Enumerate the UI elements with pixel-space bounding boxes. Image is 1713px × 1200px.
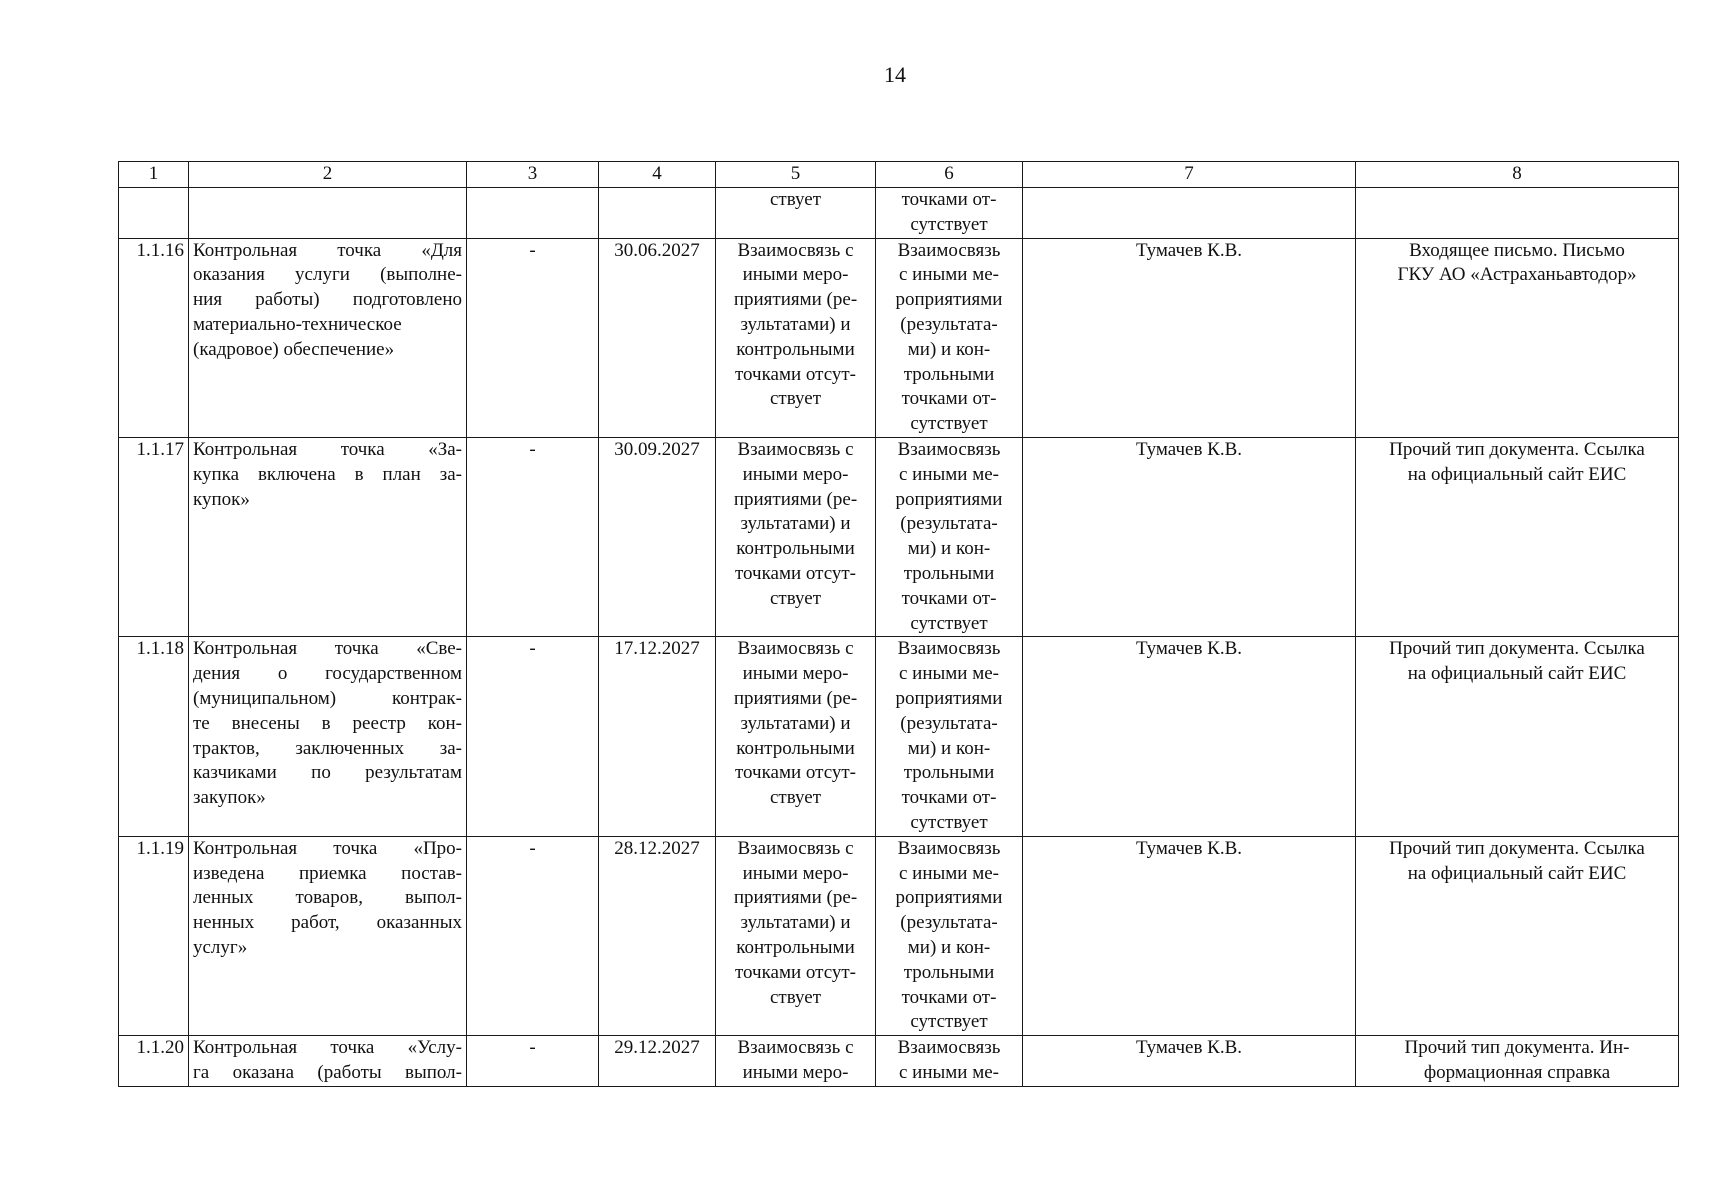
name-line: трактов, заключенных за- [193,737,462,759]
name-line: Контрольная точка «Для [193,239,462,261]
relation-cell: ствует [716,188,876,239]
date-cell: 29.12.2027 [599,1036,716,1087]
control-point-name-cell [189,437,467,636]
name-line: дения о государственном [193,663,462,685]
date-cell: 30.09.2027 [599,437,716,636]
control-point-name-cell [189,188,467,239]
responsible-cell: Тумачев К.В. [1023,1036,1356,1087]
column-header: 3 [467,162,599,188]
document-cell: Прочий тип документа. Ссылка на официальный сайт ЕИС [1356,437,1679,636]
column-header: 1 [119,162,189,188]
relation-cell: Взаимосвязь с иными меро- приятиями (ре- зультатами) и контрольными точками отсут- ствует [716,637,876,836]
table-row-continuation [119,188,1679,239]
column-header: 2 [189,162,467,188]
relation-cell: Взаимосвязь с иными меро- приятиями (ре- зультатами) и контрольными точками отсут- ствует [716,238,876,437]
document-cell: Входящее письмо. Письмо ГКУ АО «Астраханьавтодор» [1356,238,1679,437]
control-point-name-cell [189,238,467,437]
table-row [119,238,1679,437]
column-header: 4 [599,162,716,188]
row-number-cell: 1.1.18 [119,637,189,836]
date-cell: 17.12.2027 [599,637,716,836]
name-line: (кадровое) обеспечение» [193,338,395,360]
control-point-name-cell [189,836,467,1035]
table-row [119,637,1679,836]
column-header: 6 [876,162,1023,188]
control-point-name-cell [189,1036,467,1087]
table-row [119,1036,1679,1087]
relation-cell: Взаимосвязь с иными ме- [876,1036,1023,1087]
relation-cell: Взаимосвязь с иными ме- роприятиями (результата- ми) и кон- трольными точками от- сутствует [876,437,1023,636]
responsible-cell: Тумачев К.В. [1023,238,1356,437]
name-line: ния работы) подготовлено [193,289,462,311]
page-number: 14 [884,62,906,87]
name-line: те внесены в реестр кон- [193,712,462,734]
row-number-cell [119,188,189,239]
column-header: 7 [1023,162,1356,188]
name-line: купок» [193,488,250,510]
name-line: Контрольная точка «Про- [193,837,462,859]
relation-cell: Взаимосвязь с иными ме- роприятиями (результата- ми) и кон- трольными точками от- сутствует [876,238,1023,437]
name-line: закупок» [193,787,266,809]
responsible-cell [1023,188,1356,239]
date-cell: 28.12.2027 [599,836,716,1035]
name-line: га оказана (работы выпол- [193,1061,462,1083]
name-line: ленных товаров, выпол- [193,887,462,909]
column-number-row [119,162,1679,188]
row-number-cell: 1.1.17 [119,437,189,636]
row-number-cell: 1.1.20 [119,1036,189,1087]
control-point-name-cell [189,637,467,836]
table-row [119,836,1679,1035]
name-line: услуг» [193,936,248,958]
document-cell [1356,188,1679,239]
column-3-cell: - [467,637,599,836]
name-line: изведена приемка постав- [193,862,462,884]
column-3-cell: - [467,238,599,437]
relation-cell: Взаимосвязь с иными ме- роприятиями (результата- ми) и кон- трольными точками от- сутствует [876,637,1023,836]
responsible-cell: Тумачев К.В. [1023,637,1356,836]
column-header: 5 [716,162,876,188]
column-3-cell: - [467,836,599,1035]
date-cell: 30.06.2027 [599,238,716,437]
relation-cell: Взаимосвязь с иными ме- роприятиями (результата- ми) и кон- трольными точками от- сутствует [876,836,1023,1035]
document-cell: Прочий тип документа. Ин- формационная справка [1356,1036,1679,1087]
document-cell: Прочий тип документа. Ссылка на официальный сайт ЕИС [1356,637,1679,836]
row-number-cell: 1.1.16 [119,238,189,437]
responsible-cell: Тумачев К.В. [1023,836,1356,1035]
name-line: ненных работ, оказанных [193,912,462,934]
name-line: Контрольная точка «Услу- [193,1037,462,1059]
name-line: казчиками по результатам [193,762,462,784]
responsible-cell: Тумачев К.В. [1023,437,1356,636]
control-points-table [118,161,1679,1087]
column-3-cell: - [467,1036,599,1087]
name-line: материально-техническое [193,313,402,335]
column-3-cell: - [467,437,599,636]
row-number-cell: 1.1.19 [119,836,189,1035]
name-line: (муниципальном) контрак- [193,687,462,709]
name-line: Контрольная точка «За- [193,438,462,460]
relation-cell: Взаимосвязь с иными меро- приятиями (ре- зультатами) и контрольными точками отсут- ствует [716,437,876,636]
name-line: купка включена в план за- [193,463,462,485]
column-header: 8 [1356,162,1679,188]
table-row [119,437,1679,636]
column-3-cell [467,188,599,239]
relation-cell: Взаимосвязь с иными меро- [716,1036,876,1087]
relation-cell: точками от- сутствует [876,188,1023,239]
relation-cell: Взаимосвязь с иными меро- приятиями (ре- зультатами) и контрольными точками отсут- ствует [716,836,876,1035]
name-line: оказания услуги (выполне- [193,264,462,286]
date-cell [599,188,716,239]
name-line: Контрольная точка «Све- [193,638,462,660]
document-cell: Прочий тип документа. Ссылка на официальный сайт ЕИС [1356,836,1679,1035]
